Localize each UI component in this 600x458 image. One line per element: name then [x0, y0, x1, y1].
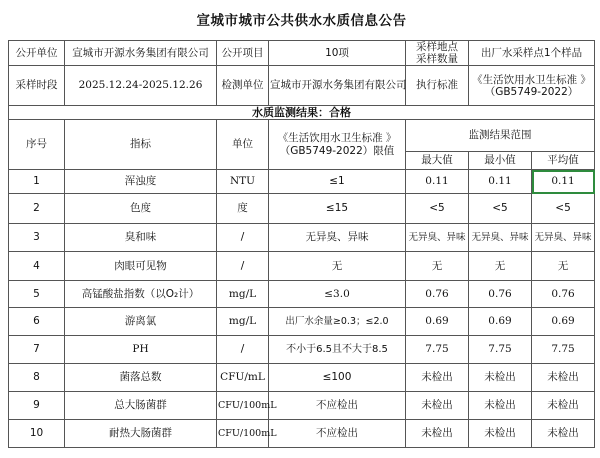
- water-quality-table: [8, 2, 595, 448]
- row-no[interactable]: 4: [9, 252, 65, 281]
- row-limit[interactable]: ≤3.0: [269, 281, 406, 308]
- row-avg[interactable]: 7.75: [532, 336, 595, 364]
- row-limit[interactable]: 出厂水余量≥0.3；≤2.0: [269, 308, 406, 336]
- row-unit[interactable]: NTU: [217, 170, 269, 194]
- row-min[interactable]: 7.75: [469, 336, 532, 364]
- row-limit[interactable]: ≤15: [269, 194, 406, 224]
- row-max[interactable]: 未检出: [406, 364, 469, 392]
- row-unit[interactable]: /: [217, 252, 269, 281]
- row-min[interactable]: 0.11: [469, 170, 532, 194]
- row-max[interactable]: 0.76: [406, 281, 469, 308]
- row-no[interactable]: 1: [9, 170, 65, 194]
- row-indicator[interactable]: PH: [65, 336, 217, 364]
- row-max[interactable]: 7.75: [406, 336, 469, 364]
- row-no[interactable]: 3: [9, 224, 65, 252]
- table-row: [9, 194, 595, 224]
- test-unit-value[interactable]: 宣城市开源水务集团有限公司: [269, 66, 406, 106]
- row-unit[interactable]: /: [217, 336, 269, 364]
- header-avg[interactable]: 平均值: [532, 152, 595, 170]
- row-avg[interactable]: 未检出: [532, 420, 595, 448]
- test-unit-label[interactable]: 检测单位: [217, 66, 269, 106]
- row-min[interactable]: 未检出: [469, 364, 532, 392]
- row-min[interactable]: 无异臭、异味: [469, 224, 532, 252]
- row-avg[interactable]: 未检出: [532, 364, 595, 392]
- row-min[interactable]: 未检出: [469, 420, 532, 448]
- header-no[interactable]: 序号: [9, 120, 65, 170]
- header-limit[interactable]: 《生活饮用水卫生标准 》 （GB5749-2022）限值: [269, 120, 406, 170]
- publish-unit-label[interactable]: 公开单位: [9, 41, 65, 66]
- row-unit[interactable]: 度: [217, 194, 269, 224]
- row-avg[interactable]: 无: [532, 252, 595, 281]
- row-indicator[interactable]: 游离氯: [65, 308, 217, 336]
- row-indicator[interactable]: 臭和味: [65, 224, 217, 252]
- row-max[interactable]: 未检出: [406, 420, 469, 448]
- sampling-location-value[interactable]: 出厂水采样点1个样品: [469, 41, 595, 66]
- row-no[interactable]: 10: [9, 420, 65, 448]
- table-row: [9, 252, 595, 281]
- row-max[interactable]: 0.11: [406, 170, 469, 194]
- row-no[interactable]: 5: [9, 281, 65, 308]
- header-min[interactable]: 最小值: [469, 152, 532, 170]
- row-unit[interactable]: CFU/mL: [217, 364, 269, 392]
- row-limit[interactable]: 不应检出: [269, 392, 406, 420]
- row-indicator[interactable]: 浑浊度: [65, 170, 217, 194]
- row-indicator[interactable]: 肉眼可见物: [65, 252, 217, 281]
- publish-items-value[interactable]: 10项: [269, 41, 406, 66]
- row-limit[interactable]: 无异臭、异味: [269, 224, 406, 252]
- standard-value[interactable]: 《生活饮用水卫生标准 》 （GB5749-2022）: [469, 66, 595, 106]
- row-avg[interactable]: 无异臭、异味: [532, 224, 595, 252]
- row-limit[interactable]: 不应检出: [269, 420, 406, 448]
- sampling-location-label[interactable]: 采样地点 采样数量: [406, 41, 469, 66]
- sampling-period-value[interactable]: 2025.12.24-2025.12.26: [65, 66, 217, 106]
- row-no[interactable]: 7: [9, 336, 65, 364]
- publish-unit-value[interactable]: 宣城市开源水务集团有限公司: [65, 41, 217, 66]
- table-row: [9, 224, 595, 252]
- standard-label[interactable]: 执行标准: [406, 66, 469, 106]
- row-limit[interactable]: ≤100: [269, 364, 406, 392]
- row-unit[interactable]: mg/L: [217, 281, 269, 308]
- page-title: 宣城市城市公共供水水质信息公告: [196, 12, 407, 29]
- table-row: [9, 336, 595, 364]
- row-avg[interactable]: 未检出: [532, 392, 595, 420]
- row-max[interactable]: <5: [406, 194, 469, 224]
- row-indicator[interactable]: 高锰酸盐指数（以O₂计）: [65, 281, 217, 308]
- row-no[interactable]: 9: [9, 392, 65, 420]
- row-unit[interactable]: CFU/100mL: [217, 420, 269, 448]
- row-min[interactable]: 无: [469, 252, 532, 281]
- row-unit[interactable]: mg/L: [217, 308, 269, 336]
- table-row: [9, 170, 595, 194]
- row-max[interactable]: 无: [406, 252, 469, 281]
- row-limit[interactable]: 无: [269, 252, 406, 281]
- row-indicator[interactable]: 总大肠菌群: [65, 392, 217, 420]
- header-range[interactable]: 监测结果范围: [406, 120, 595, 152]
- row-unit[interactable]: /: [217, 224, 269, 252]
- header-indicator[interactable]: 指标: [65, 120, 217, 170]
- row-limit[interactable]: 不小于6.5且不大于8.5: [269, 336, 406, 364]
- sampling-period-label[interactable]: 采样时段: [9, 66, 65, 106]
- row-avg-selected-cell[interactable]: 0.11: [532, 170, 595, 194]
- table-row: [9, 281, 595, 308]
- row-min[interactable]: 未检出: [469, 392, 532, 420]
- header-max[interactable]: 最大值: [406, 152, 469, 170]
- table-row: [9, 308, 595, 336]
- row-min[interactable]: 0.69: [469, 308, 532, 336]
- row-min[interactable]: 0.76: [469, 281, 532, 308]
- publish-items-label[interactable]: 公开项目: [217, 41, 269, 66]
- table-row: [9, 392, 595, 420]
- row-max[interactable]: 0.69: [406, 308, 469, 336]
- row-indicator[interactable]: 菌落总数: [65, 364, 217, 392]
- row-limit[interactable]: ≤1: [269, 170, 406, 194]
- row-no[interactable]: 8: [9, 364, 65, 392]
- row-max[interactable]: 无异臭、异味: [406, 224, 469, 252]
- table-row: [9, 364, 595, 392]
- row-indicator[interactable]: 色度: [65, 194, 217, 224]
- result-summary[interactable]: 水质监测结果：合格: [9, 106, 595, 120]
- row-unit[interactable]: CFU/100mL: [217, 392, 269, 420]
- row-avg[interactable]: <5: [532, 194, 595, 224]
- row-no[interactable]: 6: [9, 308, 65, 336]
- row-indicator[interactable]: 耐热大肠菌群: [65, 420, 217, 448]
- row-max[interactable]: 未检出: [406, 392, 469, 420]
- header-unit[interactable]: 单位: [217, 120, 269, 170]
- row-no[interactable]: 2: [9, 194, 65, 224]
- row-avg[interactable]: 0.76: [532, 281, 595, 308]
- row-min[interactable]: <5: [469, 194, 532, 224]
- table-row: [9, 420, 595, 448]
- row-avg[interactable]: 0.69: [532, 308, 595, 336]
